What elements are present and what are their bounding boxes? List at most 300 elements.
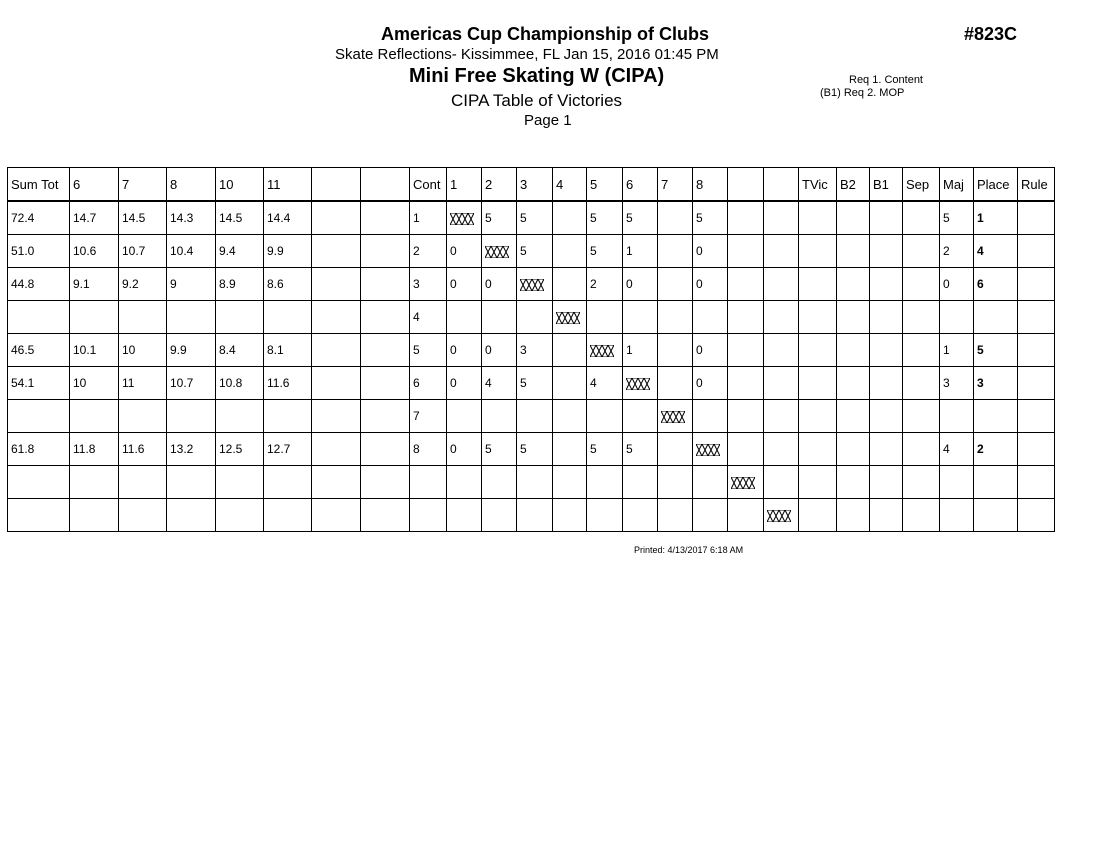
table-cell [312, 334, 361, 367]
table-cell: 9 [167, 268, 216, 301]
table-cell: 5 [517, 367, 553, 400]
table-cell: 0 [940, 268, 974, 301]
table-cell [1018, 400, 1055, 433]
column-header [764, 168, 799, 202]
table-cell: 4 [974, 235, 1018, 268]
table-cell [312, 466, 361, 499]
table-cell [870, 301, 903, 334]
table-cell [553, 433, 587, 466]
table-cell: 10.6 [70, 235, 119, 268]
crosshatch-icon [731, 477, 755, 489]
table-cell [693, 466, 728, 499]
table-cell [837, 201, 870, 235]
table-cell [799, 367, 837, 400]
table-cell: 12.5 [216, 433, 264, 466]
table-cell: 0 [447, 334, 482, 367]
table-cell: 2 [587, 268, 623, 301]
table-cell [764, 400, 799, 433]
table-cell: 9.2 [119, 268, 167, 301]
table-cell: 4 [410, 301, 447, 334]
table-cell [764, 235, 799, 268]
table-cell [693, 400, 728, 433]
table-cell: 0 [482, 268, 517, 301]
table-cell: 72.4 [8, 201, 70, 235]
column-header: 1 [447, 168, 482, 202]
column-header: 6 [623, 168, 658, 202]
table-cell [623, 499, 658, 532]
table-cell: 12.7 [264, 433, 312, 466]
table-cell [903, 499, 940, 532]
table-cell [119, 499, 167, 532]
table-cell: 10.7 [167, 367, 216, 400]
table-cell [940, 499, 974, 532]
table-cell: 14.5 [119, 201, 167, 235]
table-header-row [8, 168, 1055, 202]
table-cell: 10 [119, 334, 167, 367]
table-row [8, 334, 1055, 367]
table-cell [764, 301, 799, 334]
table-cell: 10.4 [167, 235, 216, 268]
table-cell [940, 400, 974, 433]
table-cell [119, 301, 167, 334]
table-cell [837, 433, 870, 466]
column-header: Place [974, 168, 1018, 202]
table-cell [1018, 201, 1055, 235]
table-cell [119, 400, 167, 433]
column-header: 4 [553, 168, 587, 202]
table-cell [553, 499, 587, 532]
table-cell: 5 [410, 334, 447, 367]
column-header: Rule [1018, 168, 1055, 202]
self-match-marker [728, 466, 764, 499]
table-cell [728, 301, 764, 334]
table-cell: 11.6 [264, 367, 312, 400]
table-row [8, 499, 1055, 532]
table-cell: 54.1 [8, 367, 70, 400]
table-cell: 9.9 [264, 235, 312, 268]
column-header: 11 [264, 168, 312, 202]
table-cell [903, 433, 940, 466]
table-cell [517, 400, 553, 433]
table-cell [167, 499, 216, 532]
table-cell [658, 301, 693, 334]
table-cell: 5 [587, 433, 623, 466]
table-cell [167, 466, 216, 499]
table-cell [361, 400, 410, 433]
table-cell [658, 268, 693, 301]
column-header [312, 168, 361, 202]
self-match-marker [587, 334, 623, 367]
table-cell: 3 [974, 367, 1018, 400]
table-cell [312, 367, 361, 400]
table-cell: 2 [410, 235, 447, 268]
table-cell: 61.8 [8, 433, 70, 466]
table-cell [837, 499, 870, 532]
table-cell [410, 466, 447, 499]
table-cell [1018, 268, 1055, 301]
column-header: Sep [903, 168, 940, 202]
column-header: Sum Tot [8, 168, 70, 202]
table-cell [312, 433, 361, 466]
table-cell [837, 268, 870, 301]
table-cell: 10.7 [119, 235, 167, 268]
crosshatch-icon [661, 411, 685, 423]
table-cell [264, 400, 312, 433]
table-cell [216, 301, 264, 334]
table-cell [658, 334, 693, 367]
table-cell: 5 [623, 433, 658, 466]
table-cell: 5 [482, 433, 517, 466]
table-cell [553, 334, 587, 367]
table-cell [361, 433, 410, 466]
table-cell [264, 301, 312, 334]
column-header [728, 168, 764, 202]
table-cell [167, 400, 216, 433]
table-cell: 10.1 [70, 334, 119, 367]
table-cell: 0 [693, 235, 728, 268]
table-cell [870, 499, 903, 532]
table-row [8, 268, 1055, 301]
table-cell: 9.4 [216, 235, 264, 268]
table-cell: 8.9 [216, 268, 264, 301]
event-name: Mini Free Skating W (CIPA) [409, 65, 665, 87]
column-header: TVic [799, 168, 837, 202]
table-cell [658, 235, 693, 268]
table-cell [837, 235, 870, 268]
table-cell [553, 201, 587, 235]
table-cell [658, 367, 693, 400]
table-cell [553, 400, 587, 433]
self-match-marker [693, 433, 728, 466]
column-header: 3 [517, 168, 553, 202]
table-cell [728, 201, 764, 235]
crosshatch-icon [696, 444, 720, 456]
table-cell: 1 [623, 334, 658, 367]
table-cell [361, 499, 410, 532]
column-header: 7 [658, 168, 693, 202]
table-cell [903, 201, 940, 235]
table-cell: 5 [587, 235, 623, 268]
self-match-marker [482, 235, 517, 268]
table-cell [903, 367, 940, 400]
table-cell [482, 301, 517, 334]
table-cell [623, 400, 658, 433]
table-row [8, 400, 1055, 433]
table-cell [216, 400, 264, 433]
table-row [8, 235, 1055, 268]
table-cell [870, 433, 903, 466]
column-header: 10 [216, 168, 264, 202]
table-cell [1018, 466, 1055, 499]
table-name: CIPA Table of Victories [451, 91, 623, 110]
table-cell [799, 466, 837, 499]
table-cell [837, 400, 870, 433]
table-cell [553, 235, 587, 268]
table-cell [482, 466, 517, 499]
table-cell: 0 [623, 268, 658, 301]
table-row [8, 367, 1055, 400]
column-header: Cont [410, 168, 447, 202]
table-cell [553, 268, 587, 301]
table-cell: 2 [974, 433, 1018, 466]
table-cell [974, 499, 1018, 532]
table-cell [312, 268, 361, 301]
table-cell: 0 [447, 433, 482, 466]
table-cell: 0 [693, 334, 728, 367]
table-cell [693, 301, 728, 334]
table-cell [799, 499, 837, 532]
requirement-1: Req 1. Content [849, 74, 923, 86]
table-cell [693, 499, 728, 532]
table-cell: 14.7 [70, 201, 119, 235]
table-cell: 11.6 [119, 433, 167, 466]
table-cell [216, 499, 264, 532]
self-match-marker [553, 301, 587, 334]
table-cell: 44.8 [8, 268, 70, 301]
table-cell: 5 [517, 433, 553, 466]
table-cell [764, 367, 799, 400]
table-cell [312, 201, 361, 235]
column-header [361, 168, 410, 202]
table-cell [764, 433, 799, 466]
table-cell: 9.1 [70, 268, 119, 301]
self-match-marker [447, 201, 482, 235]
table-cell [587, 400, 623, 433]
table-cell [312, 499, 361, 532]
table-cell [903, 268, 940, 301]
table-cell [870, 367, 903, 400]
page-number: Page 1 [524, 112, 572, 129]
table-cell: 5 [693, 201, 728, 235]
table-cell [70, 499, 119, 532]
table-cell: 51.0 [8, 235, 70, 268]
table-cell [764, 268, 799, 301]
table-cell [447, 466, 482, 499]
crosshatch-icon [450, 213, 474, 225]
table-row [8, 433, 1055, 466]
table-cell: 14.3 [167, 201, 216, 235]
column-header: 8 [167, 168, 216, 202]
table-cell: 10 [70, 367, 119, 400]
table-cell: 4 [587, 367, 623, 400]
table-cell [361, 301, 410, 334]
table-cell [1018, 301, 1055, 334]
crosshatch-icon [520, 279, 544, 291]
table-cell: 9.9 [167, 334, 216, 367]
table-cell: 0 [482, 334, 517, 367]
table-cell [870, 235, 903, 268]
table-cell [799, 301, 837, 334]
table-cell [799, 201, 837, 235]
table-cell: 5 [940, 201, 974, 235]
table-cell [903, 466, 940, 499]
table-cell: 0 [693, 367, 728, 400]
table-cell: 0 [693, 268, 728, 301]
column-header: Maj [940, 168, 974, 202]
table-cell [517, 301, 553, 334]
table-cell [658, 201, 693, 235]
crosshatch-icon [626, 378, 650, 390]
self-match-marker [623, 367, 658, 400]
table-cell: 4 [940, 433, 974, 466]
table-cell [799, 334, 837, 367]
column-header: 5 [587, 168, 623, 202]
table-cell: 5 [517, 201, 553, 235]
table-cell: 3 [517, 334, 553, 367]
table-cell: 0 [447, 268, 482, 301]
location-date: Skate Reflections- Kissimmee, FL Jan 15, 2016 01:45 PM [335, 46, 719, 63]
column-header: 6 [70, 168, 119, 202]
table-cell [8, 466, 70, 499]
table-cell [903, 334, 940, 367]
table-cell: 6 [974, 268, 1018, 301]
table-cell [587, 301, 623, 334]
requirement-2: (B1) Req 2. MOP [820, 87, 905, 99]
table-cell [587, 466, 623, 499]
table-cell [1018, 433, 1055, 466]
table-row [8, 466, 1055, 499]
table-cell: 1 [940, 334, 974, 367]
table-cell [658, 499, 693, 532]
table-cell [312, 235, 361, 268]
table-cell [1018, 235, 1055, 268]
table-cell [728, 235, 764, 268]
report-title: Americas Cup Championship of Clubs [381, 24, 710, 44]
table-cell: 5 [623, 201, 658, 235]
event-number: #823C [964, 24, 1018, 44]
table-cell [799, 235, 837, 268]
table-cell [410, 499, 447, 532]
table-cell [903, 400, 940, 433]
table-cell [728, 367, 764, 400]
table-cell: 4 [482, 367, 517, 400]
table-cell [264, 499, 312, 532]
table-cell [447, 400, 482, 433]
table-cell [658, 466, 693, 499]
table-cell [799, 268, 837, 301]
table-cell [974, 400, 1018, 433]
table-cell [361, 367, 410, 400]
table-cell [658, 433, 693, 466]
table-cell [903, 235, 940, 268]
table-cell: 8.1 [264, 334, 312, 367]
table-cell [312, 400, 361, 433]
table-cell: 11 [119, 367, 167, 400]
table-cell [517, 466, 553, 499]
table-cell [119, 466, 167, 499]
table-cell [764, 466, 799, 499]
table-cell: 0 [447, 235, 482, 268]
column-header: B1 [870, 168, 903, 202]
crosshatch-icon [485, 246, 509, 258]
table-cell [799, 433, 837, 466]
table-cell [482, 400, 517, 433]
table-cell: 7 [410, 400, 447, 433]
table-cell: 2 [940, 235, 974, 268]
table-cell [837, 334, 870, 367]
crosshatch-icon [556, 312, 580, 324]
table-cell [553, 367, 587, 400]
table-cell [728, 334, 764, 367]
table-cell: 1 [974, 201, 1018, 235]
printed-timestamp: Printed: 4/13/2017 6:18 AM [634, 545, 744, 555]
table-cell [447, 499, 482, 532]
table-cell [361, 334, 410, 367]
table-cell: 3 [940, 367, 974, 400]
table-cell [70, 466, 119, 499]
table-cell [728, 268, 764, 301]
table-cell [903, 301, 940, 334]
table-cell [167, 301, 216, 334]
table-cell: 8 [410, 433, 447, 466]
table-cell [974, 301, 1018, 334]
self-match-marker [517, 268, 553, 301]
table-cell: 10.8 [216, 367, 264, 400]
table-cell [870, 268, 903, 301]
table-cell [870, 466, 903, 499]
table-cell [837, 367, 870, 400]
table-cell [447, 301, 482, 334]
table-cell [216, 466, 264, 499]
table-cell [870, 201, 903, 235]
column-header: 7 [119, 168, 167, 202]
table-cell [264, 466, 312, 499]
table-cell [728, 499, 764, 532]
table-cell [940, 466, 974, 499]
table-cell [8, 400, 70, 433]
table-cell [764, 201, 799, 235]
victories-table [7, 167, 1055, 532]
table-cell [799, 400, 837, 433]
table-cell [837, 466, 870, 499]
crosshatch-icon [590, 345, 614, 357]
table-cell [940, 301, 974, 334]
column-header: 8 [693, 168, 728, 202]
table-cell: 14.5 [216, 201, 264, 235]
table-cell [70, 301, 119, 334]
self-match-marker [658, 400, 693, 433]
table-cell: 3 [410, 268, 447, 301]
column-header: B2 [837, 168, 870, 202]
table-cell: 5 [587, 201, 623, 235]
table-cell [8, 499, 70, 532]
table-cell [482, 499, 517, 532]
table-cell [1018, 334, 1055, 367]
table-cell: 11.8 [70, 433, 119, 466]
table-cell [870, 400, 903, 433]
table-cell: 1 [410, 201, 447, 235]
table-cell: 5 [482, 201, 517, 235]
table-cell: 5 [974, 334, 1018, 367]
table-cell [728, 433, 764, 466]
table-cell [587, 499, 623, 532]
table-cell [974, 466, 1018, 499]
table-cell [70, 400, 119, 433]
table-cell [623, 466, 658, 499]
table-cell: 5 [517, 235, 553, 268]
table-cell: 14.4 [264, 201, 312, 235]
table-row [8, 201, 1055, 235]
table-cell: 0 [447, 367, 482, 400]
table-cell: 8.6 [264, 268, 312, 301]
table-cell [361, 235, 410, 268]
table-cell [764, 334, 799, 367]
self-match-marker [764, 499, 799, 532]
table-cell [870, 334, 903, 367]
table-cell [517, 499, 553, 532]
table-cell [361, 201, 410, 235]
table-cell: 8.4 [216, 334, 264, 367]
